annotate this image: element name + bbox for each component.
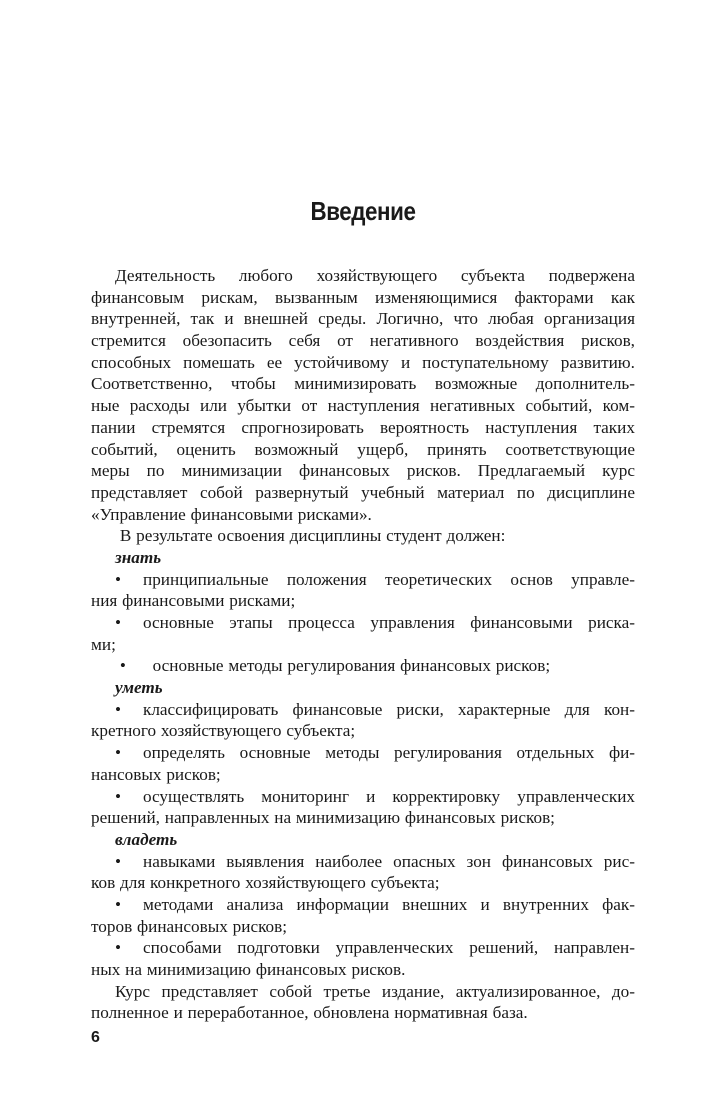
bullet-item: • способами подготовки управленческих решений, направлен-	[115, 938, 635, 958]
closing-line: полненное и переработанное, обновлена нормативная база.	[91, 1003, 528, 1023]
page-number: 6	[91, 1029, 100, 1046]
bullet-icon: •	[115, 894, 122, 914]
bullet-item-continuation: кретного хозяйствующего субъекта;	[91, 721, 356, 741]
bullet-item-continuation: ми;	[91, 634, 116, 654]
body-text	[91, 265, 635, 1024]
bullet-item-continuation: торов финансовых рисков;	[91, 916, 288, 936]
bullet-icon: •	[115, 743, 122, 763]
intro-line: ные расходы или убытки от наступления негативных событий, ком-	[91, 396, 635, 416]
intro-line: Деятельность любого хозяйствующего субъекта подвержена	[115, 266, 635, 285]
bullet-item: • основные методы регулирования финансовых рисков;	[119, 656, 551, 676]
bullet-item-continuation: ных на минимизацию финансовых рисков.	[91, 960, 406, 979]
bullet-icon: •	[115, 613, 122, 632]
intro-line: «Управление финансовыми рисками».	[91, 504, 372, 524]
intro-line: финансовым рискам, вызванным изменяющимися факторами как	[91, 287, 635, 307]
bullet-icon: •	[119, 656, 126, 676]
bullet-icon: •	[115, 569, 122, 589]
intro-line: пании стремятся спрогнозировать вероятность наступления таких	[91, 417, 635, 437]
bullet-item: • принципиальные положения теоретических основ управле-	[115, 569, 635, 589]
bullet-item: • классифицировать финансовые риски, характерные для кон-	[115, 699, 635, 719]
bullet-item-continuation: ков для конкретного хозяйствующего субъекта;	[91, 873, 440, 893]
bullet-item: • навыками выявления наиболее опасных зон финансовых рис-	[115, 851, 635, 871]
intro-line: меры по минимизации финансовых рисков. Предлагаемый курс	[91, 461, 635, 481]
bullet-item: • основные этапы процесса управления финансовыми риска-	[115, 613, 635, 632]
result-intro: В результате освоения дисциплины студент должен:	[119, 526, 506, 546]
closing-line: Курс представляет собой третье издание, актуализированное, до-	[115, 981, 635, 1001]
intro-line: стремится обезопасить себя от негативного воздействия рисков,	[91, 331, 635, 351]
bullet-item-continuation: ния финансовыми рисками;	[91, 591, 296, 611]
bullet-item: • методами анализа информации внешних и внутренних фак-	[115, 894, 635, 914]
bullet-icon: •	[115, 699, 122, 719]
section-heading: уметь	[115, 678, 163, 698]
intro-line: событий, оценить возможный ущерб, принять соответствующие	[91, 439, 635, 459]
bullet-item: • определять основные методы регулирования отдельных фи-	[115, 743, 635, 763]
intro-line: способных помешать ее устойчивому и поступательному развитию.	[91, 352, 635, 372]
page-title: Введение	[310, 196, 416, 226]
intro-line: Соответственно, чтобы минимизировать возможные дополнитель-	[91, 374, 635, 394]
section-heading: владеть	[115, 829, 178, 849]
intro-line: внутренней, так и внешней среды. Логично, что любая организация	[91, 309, 635, 329]
intro-line: представляет собой развернутый учебный материал по дисциплине	[91, 482, 635, 502]
bullet-item-continuation: решений, направленных на минимизацию финансовых рисков;	[91, 808, 555, 828]
bullet-item-continuation: нансовых рисков;	[91, 764, 221, 784]
bullet-icon: •	[115, 938, 122, 958]
bullet-icon: •	[115, 851, 122, 871]
section-heading: знать	[115, 547, 162, 567]
bullet-item: • осуществлять мониторинг и корректировку управленческих	[115, 786, 635, 806]
bullet-icon: •	[115, 786, 122, 806]
